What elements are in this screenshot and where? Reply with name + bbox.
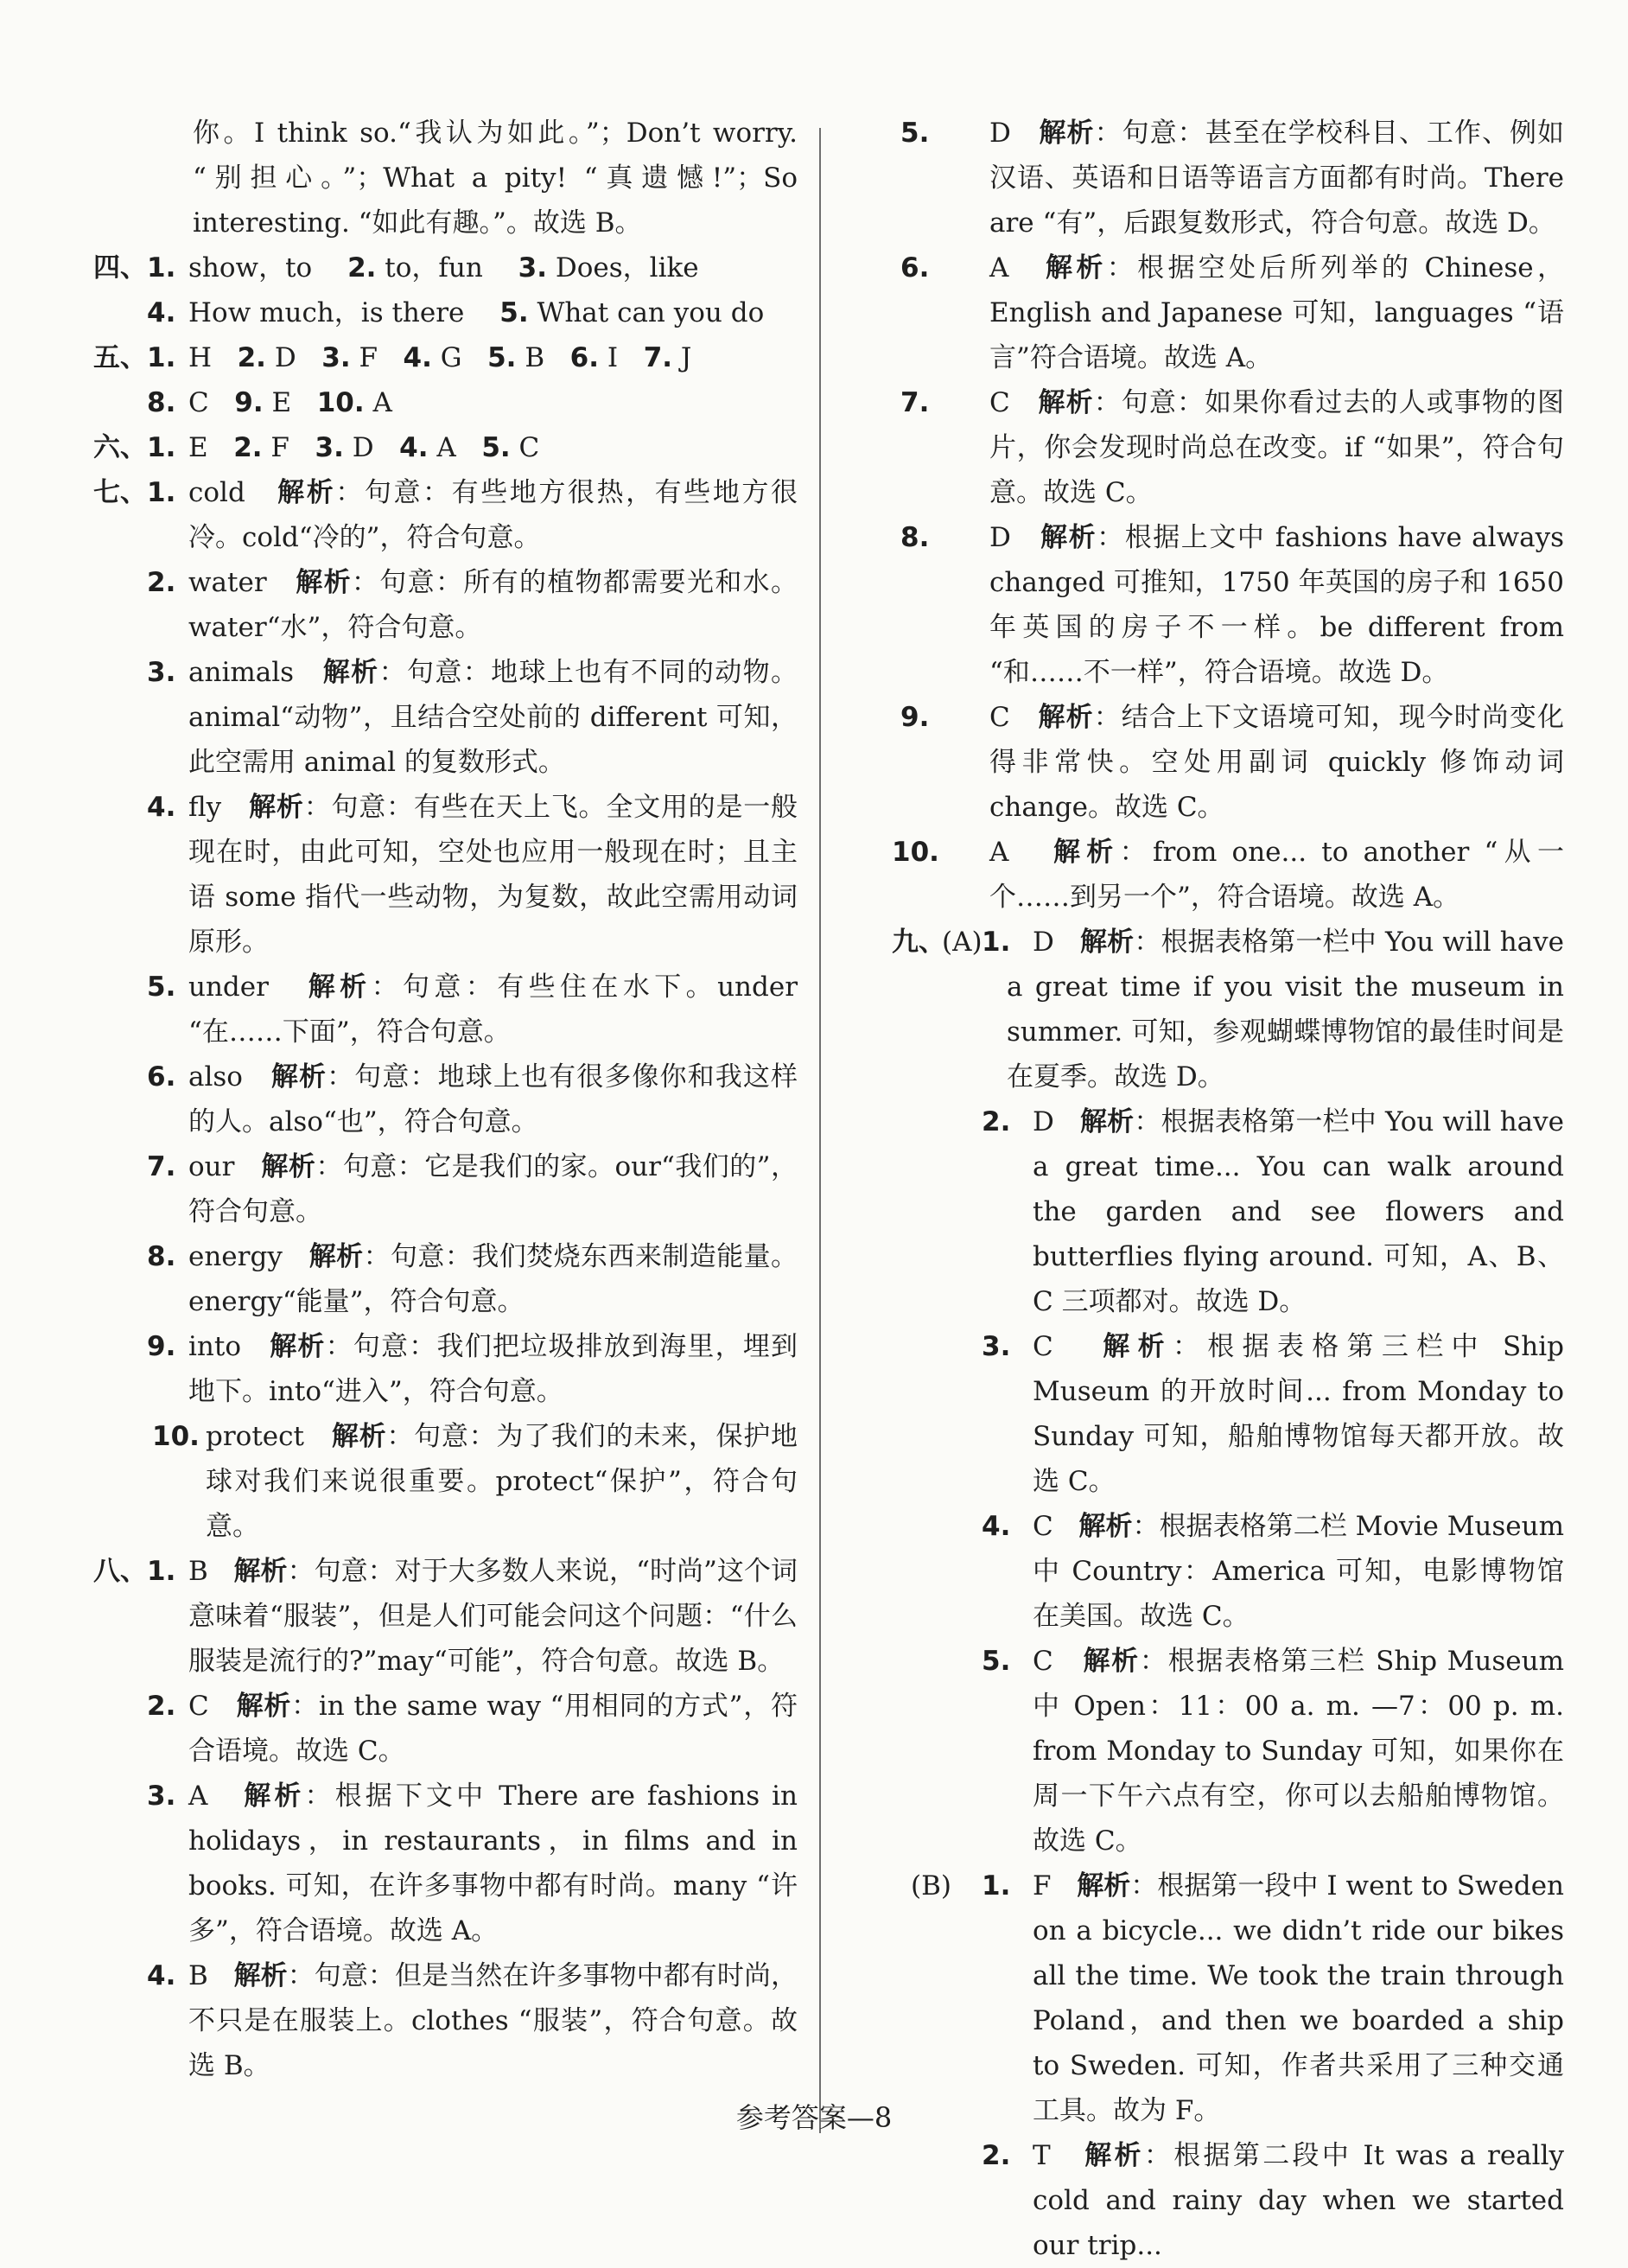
- s8-num-9: 9.: [900, 702, 930, 733]
- s7-num-4: 4.: [147, 792, 176, 823]
- s6-num-5: 5.: [481, 432, 511, 463]
- s8-num-2: 2.: [147, 1691, 176, 1722]
- s5-ans-1: H: [188, 342, 213, 373]
- s7-text-2: ：句意：所有的植物都需要光和水。water“水”，符合句意。: [188, 567, 798, 643]
- s7-ans-10: protect: [206, 1421, 304, 1452]
- s7-jx-8: 解析: [308, 1241, 364, 1272]
- s5-num-10: 10.: [316, 387, 365, 418]
- s7-jx-9: 解析: [270, 1331, 326, 1362]
- s7-num-9: 9.: [147, 1331, 176, 1362]
- s8-ans-10: A: [989, 837, 1009, 868]
- s8-jx-6: 解析: [1046, 252, 1107, 284]
- s8-text-2: ：in the same way “用相同的方式”，符合语境。故选 C。: [188, 1691, 798, 1767]
- section-7-label: 七、: [93, 477, 147, 508]
- s8-item-6: [899, 245, 1564, 380]
- s9a-num-5: 5.: [982, 1646, 1011, 1677]
- s5-ans-7: J: [680, 342, 692, 373]
- s8-text-3: ：根据下文中 There are fashions in holidays，in restaurants，in films and in books. 可知，在许多事物中都有时尚。many “许多”，符合语境。故选 A。: [188, 1781, 798, 1946]
- s8-jx-8: 解析: [1040, 522, 1097, 553]
- s7-ans-1: cold: [188, 477, 245, 508]
- s4-ans-2: to，fun: [385, 252, 510, 284]
- s6-num-2: 2.: [233, 432, 263, 463]
- s7-num-2: 2.: [147, 567, 176, 598]
- s7-text-10: ：句意：为了我们的未来，保护地球对我们来说很重要。protect“保护”，符合句意。: [206, 1421, 798, 1542]
- s7-item-7: [93, 1144, 798, 1234]
- s9a-text-1: ：根据表格第一栏中 You will have a great time if you visit the museum in summer. 可知，参观蝴蝶博物馆的最佳时间是在夏季。故选 D。: [1007, 927, 1565, 1093]
- s7-item-10: [93, 1414, 798, 1549]
- s7-num-10: 10.: [152, 1421, 200, 1452]
- s8-num-7: 7.: [900, 387, 930, 418]
- s6-ans-5: C: [518, 432, 540, 463]
- s4-ans-4: How much，is there: [188, 297, 492, 328]
- s5-ans-2: D: [274, 342, 296, 373]
- s8-num-4: 4.: [147, 1960, 176, 1991]
- s8-text-4: ：句意：但是当然在许多事物中都有时尚，不只是在服装上。clothes “服装”，符合句意。故选 B。: [188, 1960, 798, 2081]
- s8-text-9: ：结合上下文语境可知，现今时尚变化得非常快。空处用副词 quickly 修饰动词 change。故选 C。: [989, 702, 1565, 823]
- section-9a-label: (A): [942, 927, 983, 958]
- s9a-jx-1: 解析: [1079, 927, 1135, 958]
- s9a-text-3: ：根据表格第三栏中 Ship Museum 的开放时间... from Monday to Sunday 可知，船舶博物馆每天都开放。故选 C。: [1033, 1331, 1565, 1497]
- s4-num-4: 4.: [147, 297, 176, 328]
- s9a-num-3: 3.: [982, 1331, 1011, 1362]
- s7-jx-3: 解析: [322, 657, 379, 688]
- s5-ans-6: I: [607, 342, 619, 373]
- s5-ans-3: F: [359, 342, 378, 373]
- s9a-ans-1: D: [1033, 927, 1054, 958]
- s8-ans-9: C: [989, 702, 1010, 733]
- s8-item-1: [93, 1549, 798, 1684]
- s7-jx-1: 解析: [277, 477, 336, 508]
- s4-ans-1: show，to: [188, 252, 340, 284]
- s7-ans-7: our: [188, 1151, 235, 1182]
- s7-num-3: 3.: [147, 657, 176, 688]
- s8-num-5: 5.: [900, 118, 930, 149]
- s8-num-6: 6.: [900, 252, 930, 284]
- s7-jx-5: 解析: [308, 972, 372, 1003]
- column-divider: [819, 128, 821, 2133]
- s8-num-1: 1.: [147, 1556, 176, 1587]
- s8-text-7: ：句意：如果你看过去的人或事物的图片，你会发现时尚总在改变。if “如果”，符合句意。故选 C。: [989, 387, 1565, 508]
- s8-text-10: ：from one... to another “从一个……到另一个”，符合语境。故选 A。: [989, 837, 1564, 913]
- s7-jx-4: 解析: [249, 792, 304, 823]
- s7-jx-7: 解析: [261, 1151, 316, 1182]
- s6-ans-2: F: [270, 432, 289, 463]
- s8-item-10: [892, 830, 1564, 920]
- s8-text-1: ：句意：对于大多数人来说，“时尚”这个词意味着“服装”，但是人们可能会问这个问题：“什么服装是流行的?”may“可能”，符合句意。故选 B。: [188, 1556, 798, 1677]
- right-column: [892, 111, 1565, 2268]
- s9a-text-5: ：根据表格第三栏 Ship Museum 中 Open：11：00 a. m. —7：00 p. m. from Monday to Sunday 可知，如果你在周一下午六点有空，你可以去船舶博物馆。故选 C。: [1033, 1646, 1565, 1857]
- s7-num-7: 7.: [147, 1151, 176, 1182]
- s7-item-4: [93, 785, 798, 965]
- s6-num-1: 1.: [147, 432, 176, 463]
- s7-ans-8: energy: [188, 1241, 283, 1272]
- s6-num-3: 3.: [315, 432, 344, 463]
- continued-explanation: 你。I think so.“我认为如此。”；Don’t worry. “别担心。”；What a pity! “真遗憾!”；So interesting. “如此有趣。”。故选 B。: [193, 118, 798, 239]
- s6-num-4: 4.: [399, 432, 429, 463]
- s4-ans-5: What can you do: [537, 297, 765, 328]
- s5-ans-10: A: [372, 387, 392, 418]
- s8-ans-2: C: [188, 1691, 209, 1722]
- s9a-jx-2: 解析: [1079, 1106, 1135, 1137]
- s8-jx-10: 解析: [1052, 837, 1120, 868]
- s7-item-3: [93, 650, 798, 785]
- s9b-item-1: [899, 1863, 1564, 2133]
- s7-jx-2: 解析: [296, 567, 352, 598]
- s9b-num-1: 1.: [982, 1870, 1011, 1902]
- s8-num-10: 10.: [892, 837, 939, 868]
- s5-ans-4: G: [440, 342, 462, 373]
- s7-ans-4: fly: [188, 792, 222, 823]
- s8-ans-8: D: [989, 522, 1011, 553]
- s7-num-5: 5.: [147, 972, 176, 1003]
- s9a-ans-2: D: [1033, 1106, 1054, 1137]
- s7-text-1: ：句意：有些地方很热，有些地方很冷。cold“冷的”，符合句意。: [188, 477, 798, 553]
- s7-item-9: [93, 1324, 798, 1414]
- s9b-num-2: 2.: [982, 2140, 1011, 2171]
- s8-ans-7: C: [989, 387, 1010, 418]
- s5-num-9: 9.: [234, 387, 264, 418]
- s5-num-4: 4.: [403, 342, 432, 373]
- s9a-ans-3: C: [1033, 1331, 1053, 1362]
- s7-ans-2: water: [188, 567, 267, 598]
- s8-jx-2: 解析: [236, 1691, 292, 1722]
- s4-num-1: 1.: [147, 252, 176, 284]
- s9b-jx-2: 解析: [1084, 2140, 1144, 2171]
- s7-text-5: ：句意：有些住在水下。under “在……下面”，符合句意。: [188, 972, 798, 1048]
- s8-ans-5: D: [989, 118, 1011, 149]
- s8-text-5: ：句意：甚至在学校科目、工作、例如汉语、英语和日语等语言方面都有时尚。There are “有”，后跟复数形式，符合句意。故选 D。: [989, 118, 1565, 239]
- s9a-item-4: [899, 1504, 1564, 1639]
- section-4-label: 四、: [93, 252, 147, 284]
- s5-ans-9: E: [271, 387, 292, 418]
- s7-text-9: ：句意：我们把垃圾排放到海里，埋到地下。into“进入”，符合句意。: [188, 1331, 798, 1407]
- s9a-num-4: 4.: [982, 1511, 1011, 1542]
- s4-num-3: 3.: [518, 252, 548, 284]
- section-8-label: 八、: [93, 1556, 147, 1587]
- s8-item-2: [93, 1684, 798, 1774]
- section-6-label: 六、: [93, 432, 147, 463]
- left-column: [93, 111, 798, 2088]
- s8-jx-1: 解析: [233, 1556, 288, 1587]
- s7-item-8: [93, 1234, 798, 1324]
- s7-text-6: ：句意：地球上也有很多像你和我这样的人。also“也”，符合句意。: [188, 1061, 798, 1137]
- s5-ans-5: B: [525, 342, 545, 373]
- s5-num-7: 7.: [643, 342, 673, 373]
- s8-num-8: 8.: [900, 522, 930, 553]
- section-4-line-1: [93, 245, 798, 290]
- s8-num-3: 3.: [147, 1781, 176, 1812]
- section-9b-label: (B): [911, 1870, 951, 1902]
- s8-jx-9: 解析: [1038, 702, 1094, 733]
- s7-text-4: ：句意：有些在天上飞。全文用的是一般现在时，由此可知，空处也应用一般现在时；且主语 some 指代一些动物，为复数，故此空需用动词原形。: [188, 792, 798, 958]
- s7-ans-3: animals: [188, 657, 295, 688]
- s7-jx-10: 解析: [331, 1421, 387, 1452]
- s7-item-2: [93, 560, 798, 650]
- section-4-line-2: [93, 290, 798, 335]
- s4-ans-3: Does，like: [555, 252, 699, 284]
- s6-ans-3: D: [352, 432, 374, 463]
- s8-jx-3: 解析: [244, 1781, 305, 1812]
- s9a-item-1: [892, 920, 1565, 1099]
- section-6-line: [93, 425, 798, 470]
- s4-num-5: 5.: [499, 297, 529, 328]
- section-5-label: 五、: [93, 342, 147, 373]
- s7-ans-6: also: [188, 1061, 243, 1093]
- s9a-item-3: [899, 1324, 1564, 1504]
- s8-ans-4: B: [188, 1960, 208, 1991]
- s9b-text-1: ：根据第一段中 I went to Sweden on a bicycle... we didn’t ride our bikes all the time. We took the train through Poland，and then we boarded a ship to Sweden. 可知，作者共采用了三种交通工具。故为 F。: [1033, 1870, 1565, 2126]
- s6-ans-1: E: [188, 432, 208, 463]
- s9a-jx-4: 解析: [1078, 1511, 1133, 1542]
- s7-ans-5: under: [188, 972, 269, 1003]
- s8-item-3: [93, 1774, 798, 1953]
- s9a-num-1: 1.: [982, 927, 1011, 958]
- s7-text-3: ：句意：地球上也有不同的动物。animal“动物”，且结合空处前的 different 可知，此空需用 animal 的复数形式。: [188, 657, 798, 778]
- s9b-text-2: ：根据第二段中 It was a really cold and rainy day when we started our trip...: [1033, 2140, 1565, 2261]
- s9a-text-4: ：根据表格第二栏 Movie Museum 中 Country：America 可知，电影博物馆在美国。故选 C。: [1033, 1511, 1565, 1632]
- s7-item-5: [93, 965, 798, 1054]
- s8-item-8: [899, 515, 1564, 695]
- s5-num-2: 2.: [237, 342, 266, 373]
- section-9-label: 九、: [892, 927, 945, 958]
- s9a-jx-3: 解析: [1103, 1331, 1173, 1362]
- s8-ans-3: A: [188, 1781, 208, 1812]
- s9a-num-2: 2.: [982, 1106, 1011, 1137]
- s7-text-7: ：句意：它是我们的家。our“我们的”，符合句意。: [188, 1151, 798, 1227]
- s7-text-8: ：句意：我们焚烧东西来制造能量。energy“能量”，符合句意。: [188, 1241, 798, 1317]
- s9a-item-5: [899, 1639, 1564, 1863]
- s8-item-9: [899, 695, 1564, 830]
- s8-item-7: [899, 380, 1564, 515]
- s5-num-3: 3.: [321, 342, 351, 373]
- s9b-ans-1: F: [1033, 1870, 1052, 1902]
- s5-num-1: 1.: [147, 342, 176, 373]
- s9a-item-2: [899, 1099, 1564, 1324]
- s9b-jx-1: 解析: [1077, 1870, 1131, 1902]
- s8-ans-6: A: [989, 252, 1009, 284]
- section-9: [892, 920, 1565, 2268]
- s7-jx-6: 解析: [270, 1061, 328, 1093]
- s9b-ans-2: T: [1033, 2140, 1051, 2171]
- s8-jx-4: 解析: [233, 1960, 288, 1991]
- s8-item-5: [899, 111, 1564, 245]
- s9a-text-2: ：根据表格第一栏中 You will have a great time... You can walk around the garden and see flowers and butterflies flying around. 可知，A、B、C 三项都对。故选 D。: [1033, 1106, 1565, 1317]
- s9a-jx-5: 解析: [1083, 1646, 1140, 1677]
- s7-item-1: [93, 470, 798, 560]
- section-5-line-2: [93, 380, 798, 425]
- s8-text-6: ：根据空处后所列举的 Chinese，English and Japanese 可知，languages “语言”符合语境。故选 A。: [989, 252, 1564, 373]
- section-5-line-1: [93, 335, 798, 380]
- s9a-ans-5: C: [1033, 1646, 1053, 1677]
- s8-item-4: [93, 1953, 798, 2088]
- s8-ans-1: B: [188, 1556, 208, 1587]
- s7-ans-9: into: [188, 1331, 242, 1362]
- s5-num-8: 8.: [147, 387, 176, 418]
- s4-num-2: 2.: [347, 252, 377, 284]
- s6-ans-4: A: [436, 432, 456, 463]
- s5-num-6: 6.: [569, 342, 600, 373]
- s7-num-6: 6.: [147, 1061, 176, 1093]
- s9a-ans-4: C: [1033, 1511, 1053, 1542]
- s7-item-6: [93, 1054, 798, 1144]
- s8-jx-7: 解析: [1038, 387, 1094, 418]
- s7-num-1: 1.: [147, 477, 176, 508]
- page-footer: 参考答案—8: [735, 2101, 893, 2134]
- s9b-item-2: [899, 2133, 1564, 2268]
- s8-text-8: ：根据上文中 fashions have always changed 可推知，1750 年英国的房子和 1650 年英国的房子不一样。be different from “和……不一样”，符合语境。故选 D。: [989, 522, 1565, 688]
- s8-jx-5: 解析: [1039, 118, 1095, 149]
- s7-num-8: 8.: [147, 1241, 176, 1272]
- s5-ans-8: C: [188, 387, 209, 418]
- s5-num-5: 5.: [487, 342, 517, 373]
